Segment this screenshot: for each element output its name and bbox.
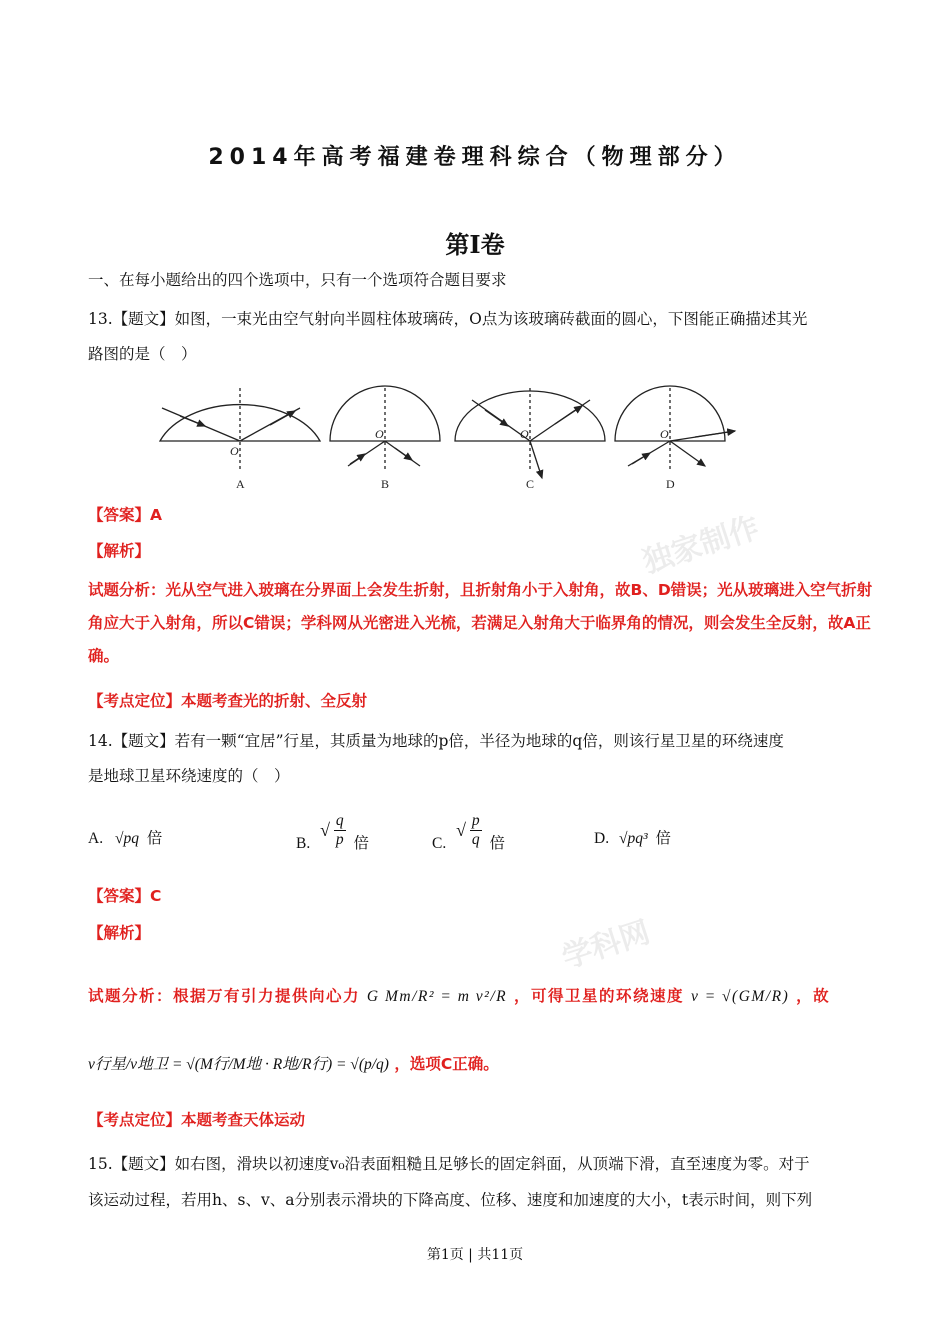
q14-knowledge: 【考点定位】本题考查天体运动 [88,1111,306,1129]
section-intro: 一、在每小题给出的四个选项中，只有一个选项符合题目要求 [88,271,507,289]
page-title: 2014年高考福建卷理科综合（物理部分） [208,145,742,170]
q14-text-line2: 是地球卫星环绕速度的（ ） [88,767,290,785]
formula-gravity: G Mm/R² = m v²/R [366,988,508,1005]
watermark: 独家制作 [638,510,764,581]
q13-text-line1: 13.【题文】如图，一束光由空气射向半圆柱体玻璃砖，O点为该玻璃砖截面的圆心，下图能正确描述其光 [88,310,808,328]
q14-option-b: B. √ $\frac{q}{p}$ 倍 [296,812,369,853]
q14-text-line1: 14.【题文】若有一颗“宜居”行星，其质量为地球的p倍，半径为地球的q倍，则该行星卫星的环绕速度 [88,732,784,750]
formula-ratio: v行星/v地卫 = √(M行/M地 · R地/R行) = √(p/q) [88,1056,389,1073]
fig-label-c: C [526,477,535,491]
q13-analysis-label: 【解析】 [88,542,151,560]
q14-answer: 【答案】C [88,887,162,905]
q14-analysis-line1: 试题分析：根据万有引力提供向心力 G Mm/R² = m v²/R ，可得卫星的环绕速度 v = √(GM/R) ，故 [88,987,831,1005]
page-footer: 第1页 | 共11页 [426,1247,524,1263]
figure-a [160,388,320,472]
watermark: 学科网 [557,914,655,976]
center-label: O [375,427,384,441]
q14-option-c: C. √ $\frac{p}{q}$ 倍 [432,812,505,853]
figure-d [615,386,735,472]
q14-analysis-line2: v行星/v地卫 = √(M行/M地 · R地/R行) = √(p/q) ，选项C正确。 [88,1055,499,1073]
fig-label-a: A [236,477,245,491]
q13-optics-figure [150,380,750,495]
center-label: O [660,427,669,441]
q13-knowledge: 【考点定位】本题考查光的折射、全反射 [88,692,368,710]
fig-label-d: D [666,477,675,491]
q14-option-d: D. √pq³ 倍 [594,830,671,847]
center-label: O [230,444,239,458]
figure-c [455,388,605,478]
q13-text-line2: 路图的是（ ） [88,345,197,363]
center-label: O [520,427,529,441]
q14-option-a: A. √pq 倍 [88,830,163,847]
fig-label-b: B [381,477,390,491]
q15-text-line2: 该运动过程，若用h、s、v、a分别表示滑块的下降高度、位移、速度和加速度的大小，t表示时间，则下列 [88,1191,813,1209]
q15-text-line1: 15.【题文】如右图，滑块以初速度v₀沿表面粗糙且足够长的固定斜面，从顶端下滑，直至速度为零。对于 [88,1155,810,1173]
q13-analysis: 试题分析：光从空气进入玻璃在分界面上会发生折射，且折射角小于入射角，故B、D错误；光从玻璃进入空气折射角应大于入射角，所以C错误；学科网从光密进入光梳，若满足入射角大于临界角的情况，则会发生全反射，故A正确。 [88,581,873,665]
formula-velocity: v = √(GM/R) [690,988,790,1005]
volume-heading: 第I卷 [445,230,505,259]
figure-b [330,386,440,472]
q14-analysis-label: 【解析】 [88,924,151,942]
q13-answer: 【答案】A [88,506,162,524]
